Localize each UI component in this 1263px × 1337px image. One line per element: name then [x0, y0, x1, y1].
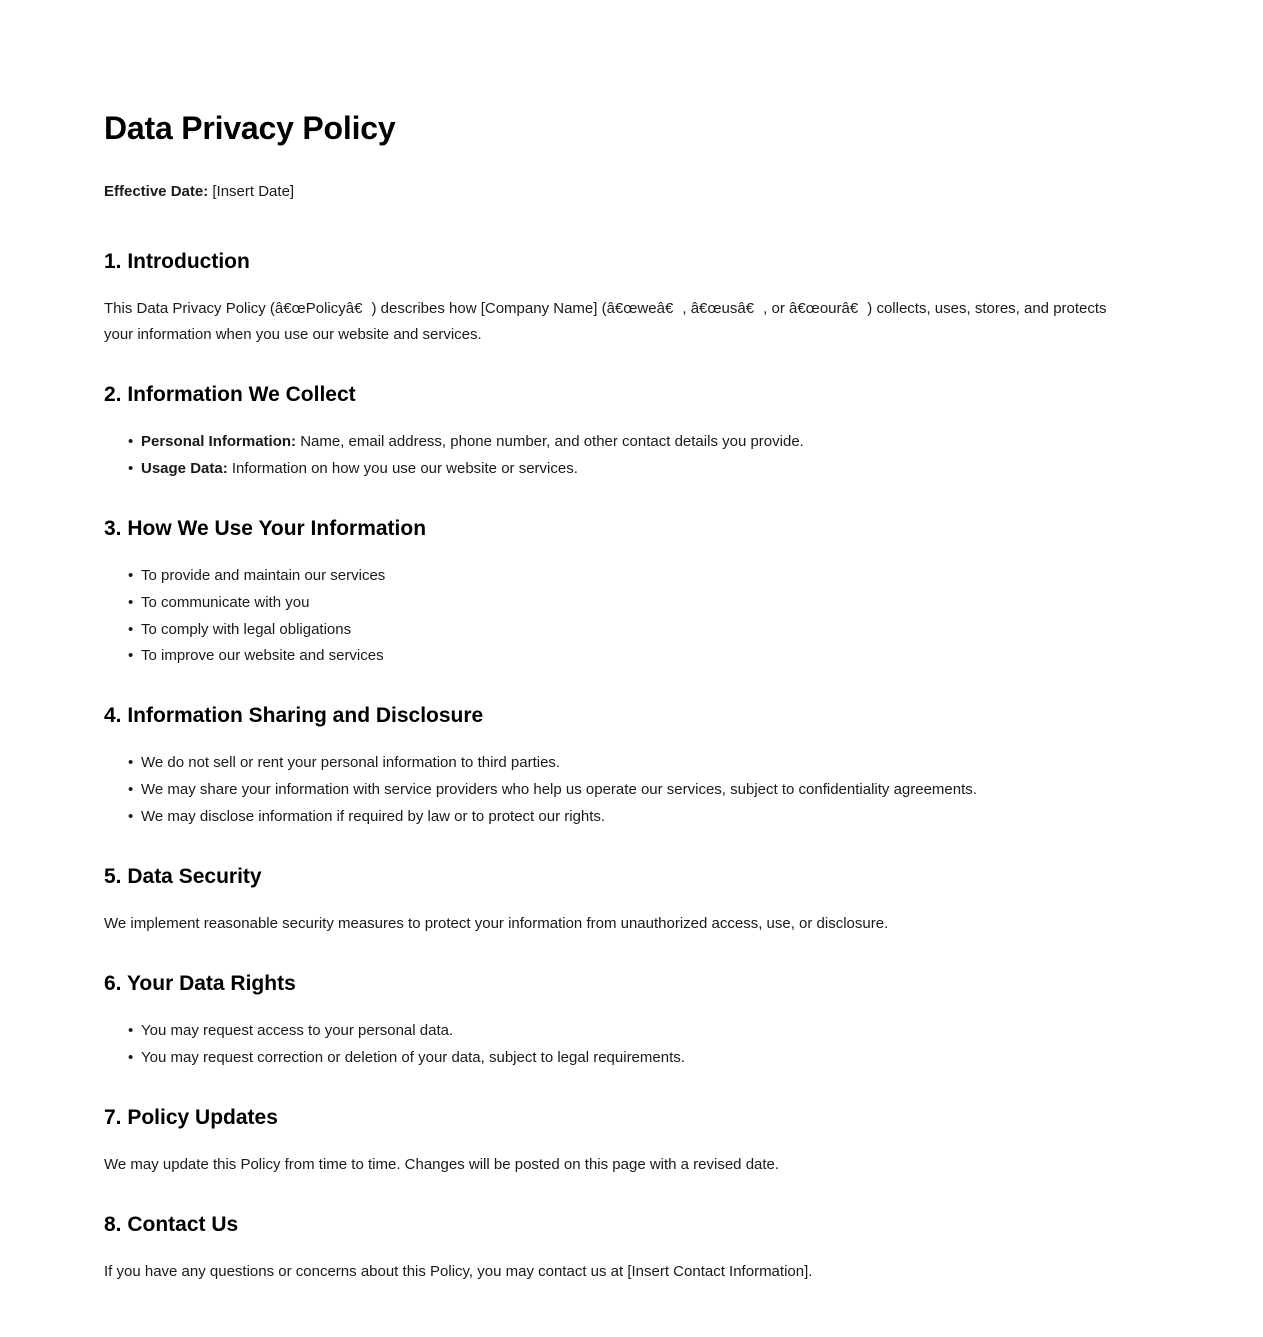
- list-item-text: We may disclose information if required by law or to protect our rights.: [141, 808, 606, 826]
- section-heading-introduction: 1. Introduction: [104, 250, 250, 274]
- list-item-text: You may request correction or deletion of your data, subject to legal requirements.: [141, 1048, 685, 1066]
- list-item-lead: Usage Data:: [141, 460, 228, 478]
- list-item: [128, 1045, 1153, 1071]
- section-paragraph-contact-us: If you have any questions or concerns about this Policy, you may contact us at [Insert Contact Information].: [104, 1262, 813, 1280]
- list-item: [128, 429, 1153, 455]
- list-item-text: To comply with legal obligations: [141, 620, 352, 638]
- list-item: [128, 750, 1153, 776]
- section-heading-information-we-collect: 2. Information We Collect: [104, 383, 356, 407]
- bullet-list-information-sharing-and-disclosure: [104, 750, 1153, 829]
- section-heading-policy-updates: 7. Policy Updates: [104, 1105, 278, 1129]
- page-title: Data Privacy Policy: [104, 110, 396, 146]
- bullet-list-information-we-collect: [104, 429, 1153, 482]
- list-item: [128, 643, 1153, 669]
- section-paragraph-policy-updates: We may update this Policy from time to time. Changes will be posted on this page with a revised date.: [104, 1155, 780, 1173]
- section-your-data-rights: [104, 971, 1159, 1071]
- list-item-text: Information on how you use our website or services.: [227, 460, 578, 478]
- section-heading-your-data-rights: 6. Your Data Rights: [104, 971, 296, 995]
- list-item-text: To communicate with you: [141, 593, 310, 611]
- list-item-lead: Personal Information:: [141, 433, 297, 451]
- list-item-text: We may share your information with service providers who help us operate our services, subject to confidentiality agreements.: [141, 781, 977, 799]
- effective-date-value: [Insert Date]: [208, 182, 295, 200]
- section-paragraph-introduction: This Data Privacy Policy (â€œPolicyâ€) describes how [Company Name] (â€œweâ€, â€œusâ€, or â€œourâ€) collects, uses, stores, and protects your information when you use our website and services.: [104, 300, 1107, 344]
- list-item-text: You may request access to your personal data.: [141, 1021, 454, 1039]
- section-information-sharing-and-disclosure: [104, 703, 1159, 830]
- list-item: [128, 456, 1153, 482]
- list-item: [128, 563, 1153, 589]
- list-item-text: To provide and maintain our services: [141, 567, 386, 585]
- section-heading-how-we-use-your-information: 3. How We Use Your Information: [104, 516, 427, 540]
- list-item: [128, 777, 1153, 803]
- section-data-security: [104, 864, 1159, 937]
- section-heading-information-sharing-and-disclosure: 4. Information Sharing and Disclosure: [104, 704, 484, 728]
- section-paragraph-data-security: We implement reasonable security measures to protect your information from unauthorized access, use, or disclosure.: [104, 915, 889, 932]
- list-item: [128, 617, 1153, 643]
- list-item: [128, 1018, 1153, 1044]
- list-item: [128, 590, 1153, 616]
- list-item: [128, 804, 1153, 830]
- section-contact-us: [104, 1212, 1159, 1285]
- bullet-list-how-we-use-your-information: [104, 563, 1153, 669]
- section-policy-updates: [104, 1105, 1159, 1178]
- list-item-text: We do not sell or rent your personal information to third parties.: [141, 754, 561, 772]
- section-introduction: [104, 249, 1159, 348]
- list-item-text: To improve our website and services: [141, 647, 384, 665]
- list-item-text: Name, email address, phone number, and other contact details you provide.: [296, 433, 804, 451]
- effective-date-line: [104, 181, 1159, 204]
- section-information-we-collect: [104, 382, 1159, 482]
- section-how-we-use-your-information: [104, 516, 1159, 669]
- bullet-list-your-data-rights: [104, 1018, 1153, 1071]
- section-heading-contact-us: 8. Contact Us: [104, 1212, 239, 1236]
- effective-date-label: Effective Date:: [104, 182, 209, 200]
- section-heading-data-security: 5. Data Security: [104, 864, 262, 888]
